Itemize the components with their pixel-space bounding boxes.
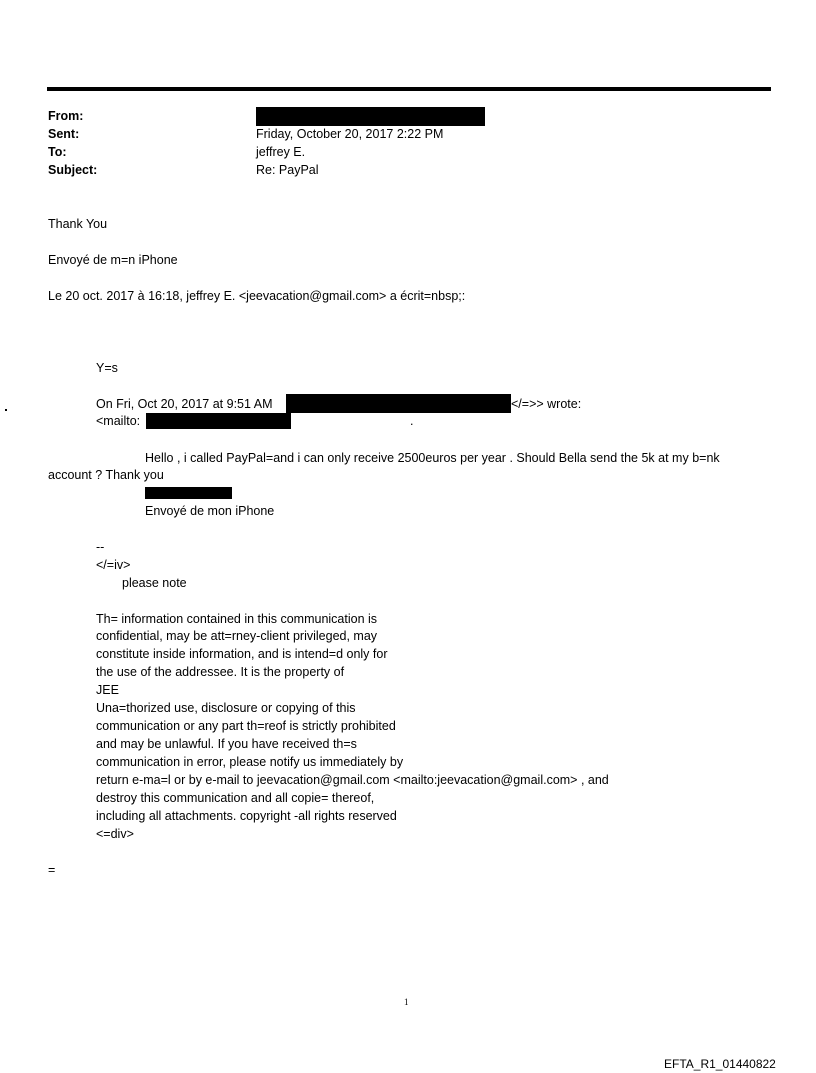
redacted-sender <box>286 394 511 413</box>
subject-value: Re: PayPal <box>256 163 319 177</box>
redacted-from <box>256 107 485 126</box>
to-label: To: <box>48 145 67 159</box>
disclaimer-line: constitute inside information, and is intend=d only for <box>96 647 388 661</box>
on-date-suffix: </=>> wrote: <box>511 397 582 411</box>
document-id: EFTA_R1_01440822 <box>664 1057 776 1071</box>
body-line-envoye: Envoyé de m=n iPhone <box>48 253 178 267</box>
subject-label: Subject: <box>48 163 98 177</box>
stray-mark <box>5 409 7 411</box>
mailto-tail: . <box>410 414 414 428</box>
trailing-equals: = <box>48 863 56 877</box>
disclaimer-line: communication or any part th=reof is strictly prohibited <box>96 719 396 733</box>
please-note: please note <box>122 576 187 590</box>
div-close-tag: </=iv> <box>96 558 131 572</box>
quoted-message-line2: account ? Thank you <box>48 468 164 482</box>
sent-value: Friday, October 20, 2017 2:22 PM <box>256 127 444 141</box>
to-value: jeffrey E. <box>256 145 306 159</box>
header-rule <box>47 87 771 91</box>
disclaimer-line: the use of the addressee. It is the property of <box>96 665 345 679</box>
signature-dashes: -- <box>96 540 105 554</box>
disclaimer-line: and may be unlawful. If you have received th=s <box>96 737 357 751</box>
disclaimer-line: communication in error, please notify us immediately by <box>96 755 404 769</box>
disclaimer-line: <=div> <box>96 827 134 841</box>
body-line-quote-header: Le 20 oct. 2017 à 16:18, jeffrey E. <jeevacation@gmail.com> a écrit=nbsp;: <box>48 289 466 303</box>
quoted-signature: Envoyé de mon iPhone <box>145 504 275 518</box>
redacted-signature <box>145 487 232 499</box>
disclaimer-line: Th= information contained in this communication is <box>96 612 378 626</box>
sent-label: Sent: <box>48 127 80 141</box>
quoted-message-line1: Hello , i called PayPal=and i can only receive 2500euros per year . Should Bella send the 5k at my b=nk <box>145 451 720 465</box>
disclaimer-line: return e-ma=l or by e-mail to jeevacation@gmail.com <mailto:jeevacation@gmail.com> , and <box>96 773 609 787</box>
redacted-email <box>146 413 291 429</box>
disclaimer-line: including all attachments. copyright -all rights reserved <box>96 809 397 823</box>
disclaimer-line: JEE <box>96 683 119 697</box>
body-line-thanks: Thank You <box>48 217 108 231</box>
page-number: 1 <box>404 997 409 1007</box>
disclaimer-line: Una=thorized use, disclosure or copying of this <box>96 701 356 715</box>
from-label: From: <box>48 109 84 123</box>
mailto-prefix: <mailto: <box>96 414 141 428</box>
disclaimer-line: destroy this communication and all copie= thereof, <box>96 791 375 805</box>
disclaimer-line: confidential, may be att=rney-client privileged, may <box>96 629 378 643</box>
on-date-prefix: On Fri, Oct 20, 2017 at 9:51 AM <box>96 397 273 411</box>
reply-yes: Y=s <box>96 361 118 375</box>
